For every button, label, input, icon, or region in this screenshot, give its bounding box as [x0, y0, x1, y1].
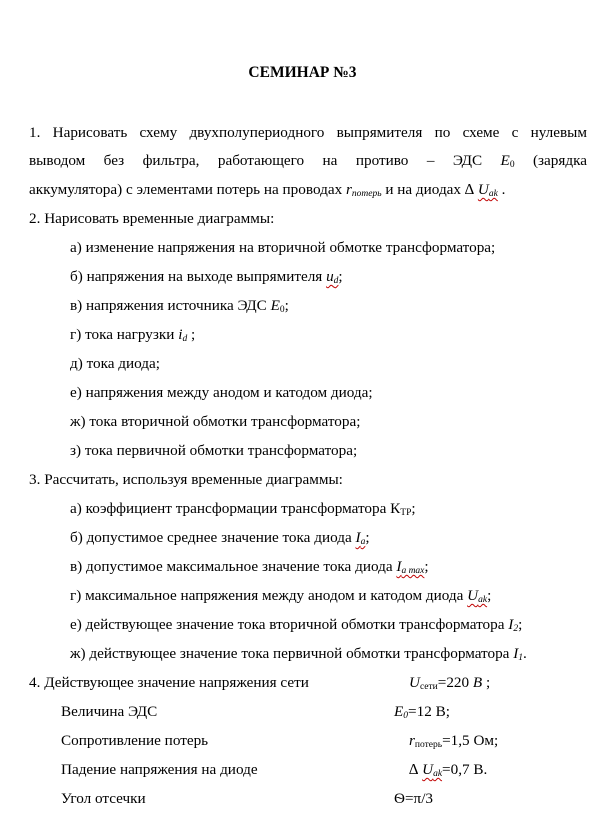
task3-item-c: в) допустимое максимальное значение тока диода $I_{a max}$; [70, 558, 429, 576]
task2-item-e: д) тока диода; [70, 355, 160, 372]
spellcheck-marked-word: $U_{ak}$ [477, 181, 498, 199]
task4-angle-label: Угол отсечки [61, 790, 146, 807]
task3-item-f: ж) действующее значение тока первичной обмотки трансформатора $I_1$. [70, 645, 527, 663]
task2-item-f: е) напряжения между анодом и катодом диода; [70, 384, 373, 401]
page-title: СЕМИНАР №3 [248, 64, 357, 81]
task3-item-b: б) допустимое среднее значение тока диода $I_a$; [70, 529, 370, 547]
task3-item-d: г) максимальное напряжения между анодом и катодом диода $U_{ak}$; [70, 587, 492, 605]
task4-resistance-label: Сопротивление потерь [61, 732, 209, 749]
task2-item-d: г) тока нагрузки $i_d$ ; [70, 326, 196, 344]
task1-line2: выводом без фильтра, работающего на противо – ЭДС $E_0$ (зарядка [29, 152, 587, 170]
task4-network-voltage: $U_{сети}=220$ В ; [409, 674, 491, 692]
task3-header: 3. Рассчитать, используя временные диаграммы: [29, 471, 343, 488]
task2-item-a: а) изменение напряжения на вторичной обмотке трансформатора; [70, 239, 496, 256]
task2-item-b: б) напряжения на выходе выпрямителя $u_d$; [70, 268, 343, 286]
task4-emf-value: $E_0=12$ В; [394, 703, 450, 721]
task3-item-e: е) действующее значение тока вторичной обмотки трансформатора $I_2$; [70, 616, 523, 634]
task2-header: 2. Нарисовать временные диаграммы: [29, 210, 275, 227]
task4-angle-value: Ѳ=π/3 [394, 790, 434, 807]
task4-header: 4. Действующее значение напряжения сети [29, 674, 309, 691]
task4-drop-value: ∆ $U_{ak}=0,7$ В. [409, 761, 488, 779]
task3-item-a: а) коэффициент трансформации трансформатора $К_{ТР}$; [70, 500, 416, 518]
task4-emf-label: Величина ЭДС [61, 703, 158, 720]
task2-item-h: з) тока первичной обмотки трансформатора; [70, 442, 358, 459]
task4-drop-label: Падение напряжения на диоде [61, 761, 258, 778]
task2-item-c: в) напряжения источника ЭДС $E_0$; [70, 297, 289, 315]
task4-resistance-value: $r_{потерь}=1,5$ Ом; [409, 732, 499, 750]
task1-line1: 1. Нарисовать схему двухполупериодного выпрямителя по схеме с нулевым [29, 124, 587, 141]
task2-item-g: ж) тока вторичной обмотки трансформатора; [70, 413, 361, 430]
task1-line3: аккумулятора) с элементами потерь на проводах $r_{потерь}$ и на диодах ∆ $U_{ak}$ . [29, 181, 506, 199]
